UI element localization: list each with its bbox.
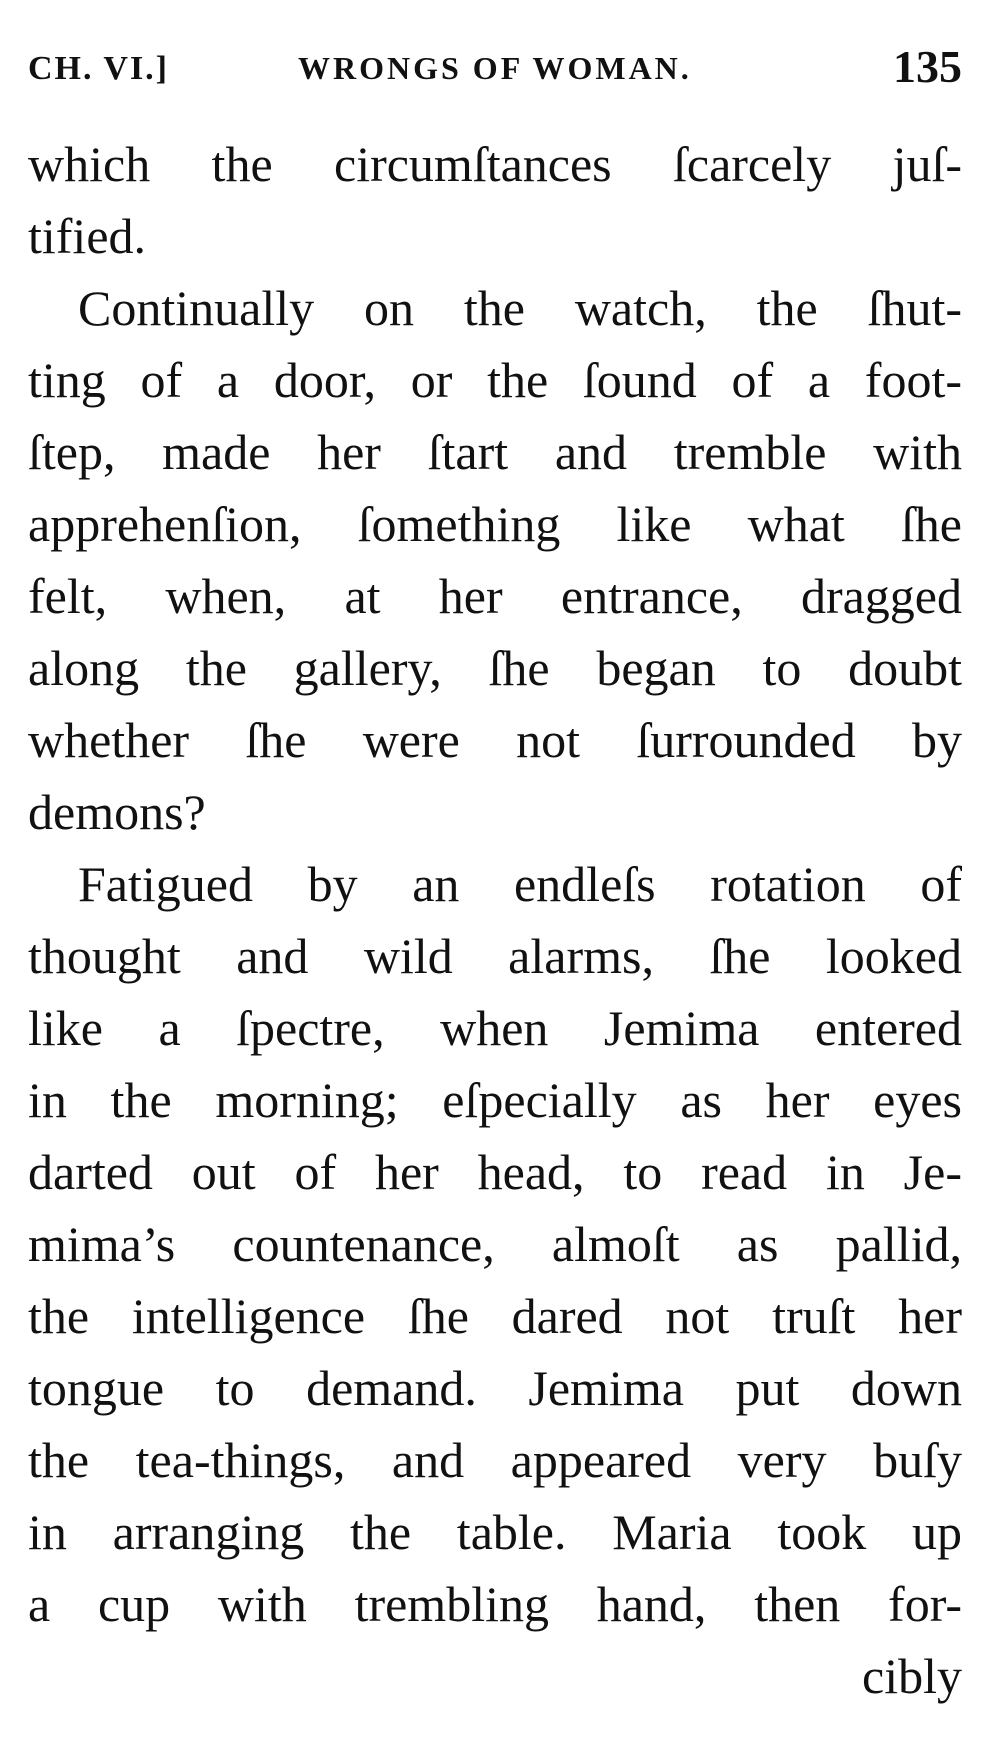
text-line: the tea-things, and appeared very buſy — [28, 1432, 962, 1488]
text-line: thought and wild alarms, ſhe looked — [28, 928, 962, 984]
text-line: tified. — [28, 208, 147, 264]
text-line: ſtep, made her ſtart and tremble with — [28, 424, 962, 480]
text-line: tongue to demand. Jemima put down — [28, 1360, 962, 1416]
text-line: like a ſpectre, when Jemima entered — [28, 1000, 962, 1056]
text-line: the intelligence ſhe dared not truſt her — [28, 1288, 962, 1344]
text-line: in the morning; eſpecially as her eyes — [28, 1072, 962, 1128]
text-line: darted out of her head, to read in Je- — [28, 1144, 962, 1200]
catchword: cibly — [862, 1648, 962, 1704]
text-line: Continually on the watch, the ſhut- — [78, 280, 962, 336]
text-line: which the circumſtances ſcarcely juſ- — [28, 136, 962, 192]
body-text — [28, 128, 962, 1712]
text-line: a cup with trembling hand, then for- — [28, 1576, 962, 1632]
text-line: felt, when, at her entrance, dragged — [28, 568, 962, 624]
text-line: mima’s countenance, almoſt as pallid, — [28, 1216, 962, 1272]
text-line: ting of a door, or the ſound of a foot- — [28, 352, 962, 408]
running-title: WRONGS OF WOMAN. — [298, 50, 692, 86]
text-line: in arranging the table. Maria took up — [28, 1504, 962, 1560]
text-line: along the gallery, ſhe began to doubt — [28, 640, 962, 696]
text-line: Fatigued by an endleſs rotation of — [78, 856, 962, 912]
page-number: 135 — [893, 41, 962, 92]
chapter-label: CH. VI.] — [28, 50, 169, 87]
running-header — [28, 40, 962, 100]
text-line: whether ſhe were not ſurrounded by — [28, 712, 962, 768]
text-line: apprehenſion, ſomething like what ſhe — [28, 496, 962, 552]
text-line: demons? — [28, 784, 206, 840]
